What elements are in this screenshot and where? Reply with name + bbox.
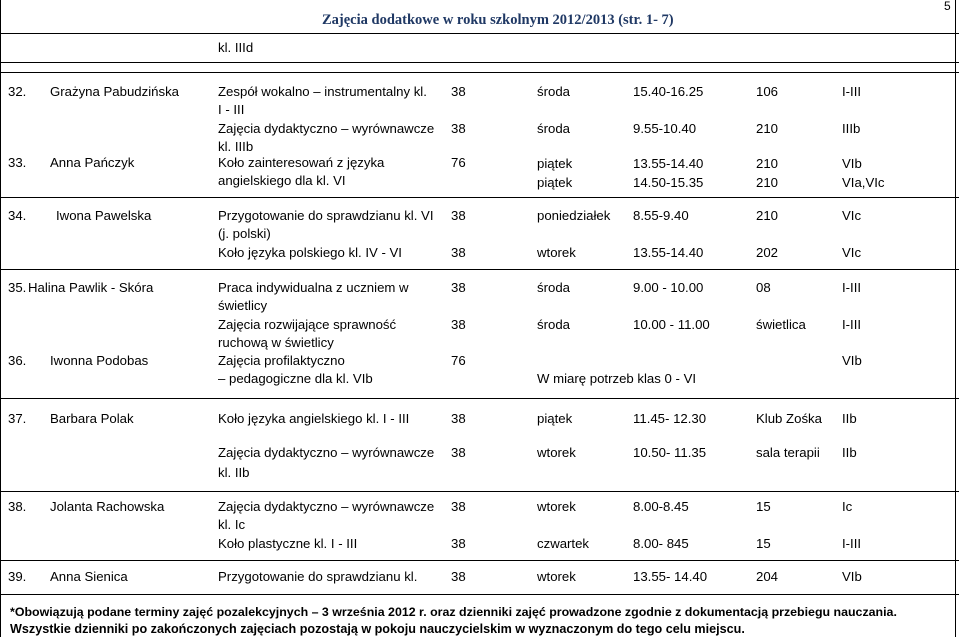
class: IIIb [842,121,861,136]
hours: 38 [451,411,466,426]
class: VIb [842,569,862,584]
class: I-III [842,280,862,295]
time: 10.00 - 11.00 [633,317,710,332]
room: 210 [756,175,779,190]
room: 106 [756,84,779,99]
time: 14.50-15.35 [633,175,704,190]
day: wtorek [537,499,576,514]
teacher-name: Jolanta Rachowska [50,499,165,514]
activity-line: kl. IIIb [218,139,254,154]
row-number: 37. [8,411,27,426]
class: VIc [842,208,862,223]
teacher-name: Halina Pawlik - Skóra [28,280,154,295]
room: 210 [756,156,779,171]
room: Klub Zośka [756,411,822,426]
room: 210 [756,121,779,136]
teacher-name: Anna Pańczyk [50,155,135,170]
room: świetlica [756,317,806,332]
activity-line: (j. polski) [218,226,271,241]
hours: 38 [451,208,466,223]
activity-line: Zajęcia profilaktyczno [218,353,345,368]
row-number: 32. [8,84,27,99]
activity-line: Zespół wokalno – instrumentalny kl. [218,84,427,99]
document-title: Zajęcia dodatkowe w roku szkolnym 2012/2013 (str. 1- 7) [322,12,674,28]
room: 08 [756,280,771,295]
room: 204 [756,569,779,584]
activity-line: Zajęcia rozwijające sprawność [218,317,397,332]
activity-line: Przygotowanie do sprawdzianu kl. VI [218,208,434,223]
activity-line: kl. Ic [218,517,246,532]
hours: 38 [451,536,466,551]
room: 15 [756,499,771,514]
time: 8.55-9.40 [633,208,689,223]
teacher-name: Iwona Pawelska [56,208,152,223]
time: 11.45- 12.30 [633,411,707,426]
day: środa [537,280,570,295]
day: czwartek [537,536,590,551]
activity-line: I - III [218,102,245,117]
hours: 38 [451,84,466,99]
day: środa [537,84,570,99]
day: wtorek [537,245,576,260]
class: IIb [842,445,857,460]
room: 15 [756,536,771,551]
row-number: 38. [8,499,27,514]
row-number: 36. [8,353,27,368]
hours: 38 [451,445,466,460]
activity-line: kl. IIb [218,465,250,480]
class: VIc [842,245,862,260]
hours: 38 [451,121,466,136]
row-number: 34. [8,208,27,223]
page-number: 5 [944,0,951,13]
hours: 38 [451,569,466,584]
class: VIb [842,353,862,368]
time: 8.00-8.45 [633,499,689,514]
hours: 76 [451,353,466,368]
time: 15.40-16.25 [633,84,704,99]
activity-line: Praca indywidualna z uczniem w [218,280,409,295]
time: 9.55-10.40 [633,121,697,136]
activity-line: – pedagogiczne dla kl. VIb [218,371,373,386]
teacher-name: Barbara Polak [50,411,134,426]
teacher-name: Anna Sienica [50,569,128,584]
time: 8.00- 845 [633,536,689,551]
time: 13.55-14.40 [633,245,704,260]
row-number: 39. [8,569,27,584]
hours: 38 [451,280,466,295]
carry-over-class: kl. IIId [218,40,254,55]
activity-line: Zajęcia dydaktyczno – wyrównawcze [218,121,435,136]
activity-line: świetlicy [218,298,268,313]
class: I-III [842,84,862,99]
hours: 38 [451,317,466,332]
day: środa [537,317,570,332]
activity-line: ruchową w świetlicy [218,335,334,350]
activity-line: Koło języka angielskiego kl. I - III [218,411,410,426]
day: piątek [537,156,573,171]
room: sala terapii [756,445,820,460]
day: piątek [537,411,573,426]
teacher-name: Iwonna Podobas [50,353,149,368]
day: piątek [537,175,573,190]
time: 10.50- 11.35 [633,445,707,460]
room: 202 [756,245,779,260]
activity-line: Koło zainteresowań z języka [218,155,385,170]
activity-line: Koło języka polskiego kl. IV - VI [218,245,402,260]
day: poniedziałek [537,208,611,223]
hours: 76 [451,155,466,170]
hours: 38 [451,245,466,260]
day: środa [537,121,570,136]
day: wtorek [537,569,576,584]
class: IIb [842,411,857,426]
time: 13.55-14.40 [633,156,704,171]
room: 210 [756,208,779,223]
class: Ic [842,499,853,514]
row-number: 35. [8,280,27,295]
class: VIb [842,156,862,171]
row-number: 33. [8,155,27,170]
day: wtorek [537,445,576,460]
class: VIa,VIc [842,175,885,190]
time: 9.00 - 10.00 [633,280,704,295]
footer-note: *Obowiązują podane terminy zajęć pozalekcyjnych – 3 września 2012 r. oraz dzienniki zajęć prowadzone zgodnie z dokumentacją przebiegu nauczania. [10,605,897,619]
activity-line: angielskiego dla kl. VI [218,173,346,188]
activity-line: Zajęcia dydaktyczno – wyrównawcze [218,445,435,460]
footer-note: Wszystkie dzienniki po zakończonych zajęciach pozostają w pokoju nauczycielskim w wyznaczonym do tego celu miejscu. [10,622,745,636]
activity-line: Zajęcia dydaktyczno – wyrównawcze [218,499,435,514]
class: I-III [842,536,862,551]
time: 13.55- 14.40 [633,569,708,584]
teacher-name: Grażyna Pabudzińska [50,84,180,99]
hours: 38 [451,499,466,514]
activity-line: Koło plastyczne kl. I - III [218,536,358,551]
schedule-note: W miarę potrzeb klas 0 - VI [537,371,697,386]
activity-line: Przygotowanie do sprawdzianu kl. [218,569,418,584]
class: I-III [842,317,862,332]
